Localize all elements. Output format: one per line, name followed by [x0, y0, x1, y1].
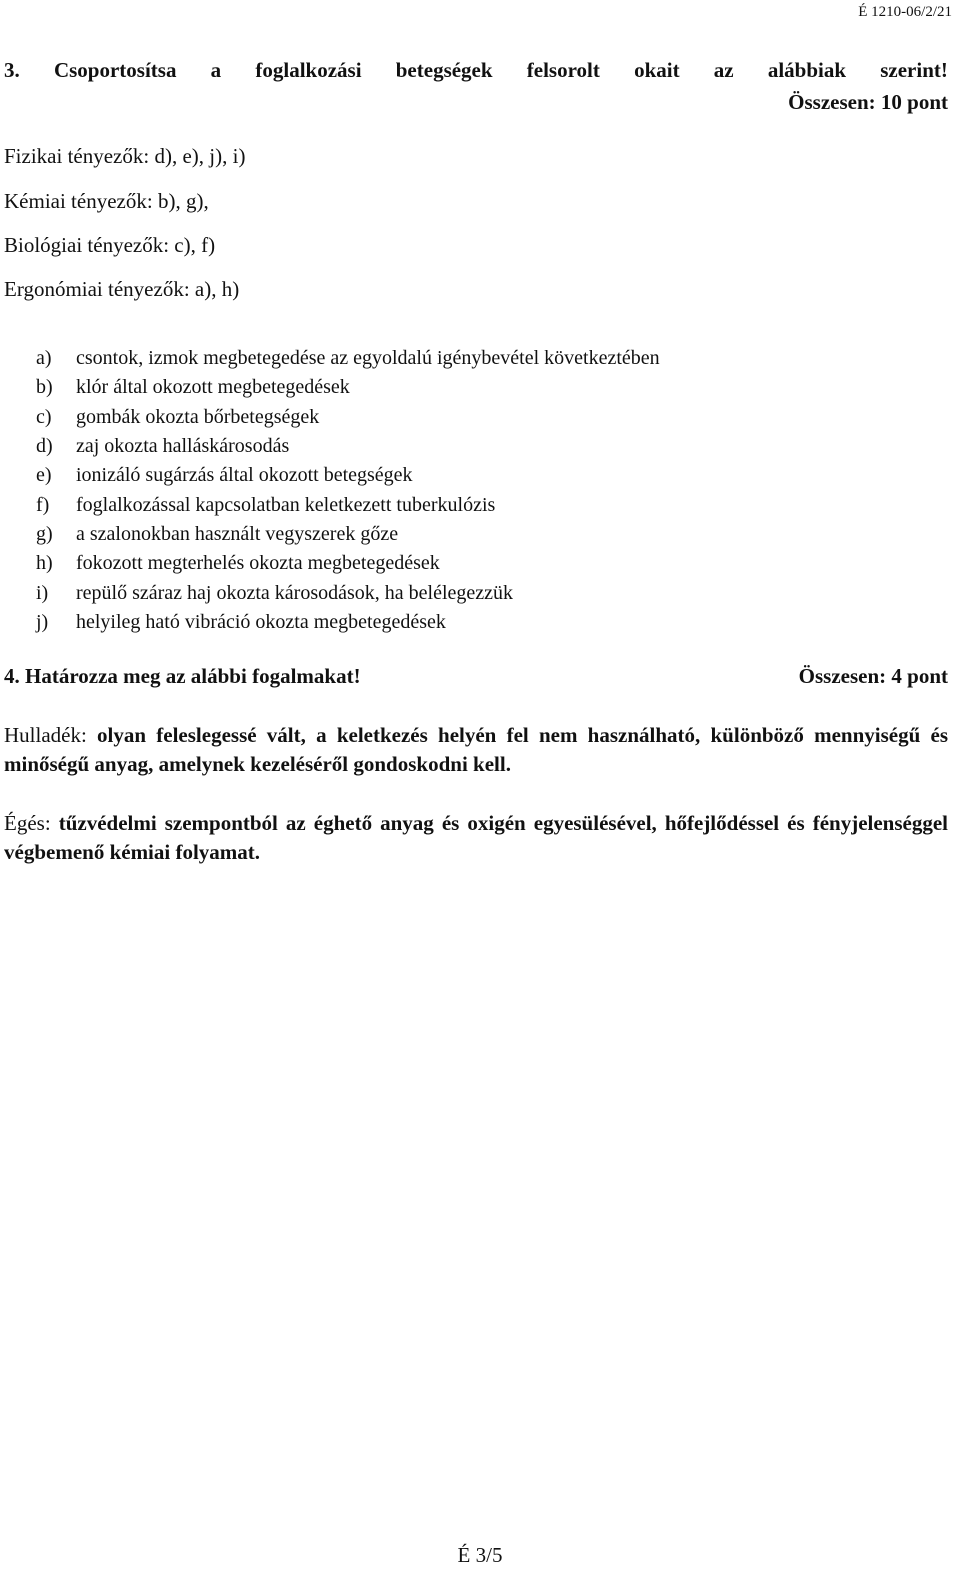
group-label: Biológiai tényezők:	[4, 233, 170, 257]
cause-list	[36, 344, 660, 637]
question-3-title	[4, 58, 948, 83]
item-text: csontok, izmok megbetegedése az egyoldalú igénybevétel következtében	[76, 347, 660, 370]
item-label: b)	[36, 376, 53, 399]
question-3-points: Összesen: 10 pont	[788, 90, 948, 114]
question-4-points: Összesen: 4 pont	[798, 664, 948, 688]
q3-word: foglalkozási	[255, 58, 362, 82]
definition-combustion	[4, 809, 948, 867]
q3-word: alábbiak	[767, 58, 847, 82]
item-label: e)	[36, 464, 52, 487]
group-answer: a), h)	[194, 277, 240, 301]
item-label: d)	[36, 435, 53, 458]
q3-word: Csoportosítsa	[53, 58, 177, 82]
list-item	[36, 578, 660, 607]
group-label: Fizikai tényezők:	[4, 144, 150, 168]
group-answer: d), e), j), i)	[154, 144, 246, 168]
definition-text: olyan feleslegessé vált, a keletkezés helyén fel nem használható, különböző mennyiségű és minőségű anyag, amelynek kezeléséről gondoskodni kell.	[4, 723, 949, 776]
group-label: Ergonómiai tényezők:	[4, 277, 190, 301]
list-item	[36, 344, 660, 373]
list-item	[36, 373, 660, 402]
q3-word: 3.	[4, 58, 20, 82]
q3-word: az	[713, 58, 734, 82]
item-label: g)	[36, 522, 53, 545]
list-item	[36, 461, 660, 490]
item-label: a)	[36, 347, 52, 370]
group-answer: c), f)	[174, 233, 216, 257]
group-chemical	[4, 189, 209, 214]
definition-text: tűzvédelmi szempontból az éghető anyag és oxigén egyesülésével, hőfejlődéssel és fényjelenséggel végbemenő kémiai folyamat.	[4, 811, 948, 864]
q3-word: szerint!	[880, 58, 948, 82]
item-text: repülő száraz haj okozta károsodások, ha belélegezzük	[76, 581, 514, 604]
group-ergonomic	[4, 277, 239, 302]
q3-word: betegségek	[395, 58, 493, 82]
definition-waste	[4, 721, 948, 779]
q3-word: felsorolt	[526, 58, 600, 82]
item-text: helyileg ható vibráció okozta megbetegedések	[76, 610, 446, 633]
item-label: c)	[36, 405, 52, 428]
question-4-header	[4, 664, 948, 689]
group-label: Kémiai tényezők:	[4, 189, 153, 213]
item-label: i)	[36, 581, 49, 604]
definition-term: Hulladék:	[4, 723, 87, 747]
item-text: klór által okozott megbetegedések	[76, 376, 350, 399]
question-4-title: 4. Határozza meg az alábbi fogalmakat!	[4, 664, 361, 688]
item-label: j)	[36, 610, 49, 633]
list-item	[36, 432, 660, 461]
item-text: zaj okozta halláskárosodás	[76, 435, 290, 458]
list-item	[36, 520, 660, 549]
list-item	[36, 608, 660, 637]
list-item	[36, 549, 660, 578]
item-label: h)	[36, 552, 53, 575]
item-text: a szalonokban használt vegyszerek gőze	[76, 522, 399, 545]
document-code: É 1210-06/2/21	[858, 4, 952, 20]
item-text: foglalkozással kapcsolatban keletkezett tuberkulózis	[76, 493, 496, 516]
group-answer: b), g),	[157, 189, 209, 213]
group-biological	[4, 233, 215, 258]
item-label: f)	[36, 493, 50, 516]
group-physical	[4, 144, 245, 169]
list-item	[36, 490, 660, 519]
q3-word: okait	[634, 58, 680, 82]
item-text: fokozott megterhelés okozta megbetegedések	[76, 552, 440, 575]
list-item	[36, 403, 660, 432]
item-text: ionizáló sugárzás által okozott betegségek	[76, 464, 413, 487]
q3-word: a	[210, 58, 222, 82]
item-text: gombák okozta bőrbetegségek	[76, 405, 320, 428]
definition-term: Égés:	[4, 811, 51, 835]
page-number: É 3/5	[457, 1543, 503, 1567]
